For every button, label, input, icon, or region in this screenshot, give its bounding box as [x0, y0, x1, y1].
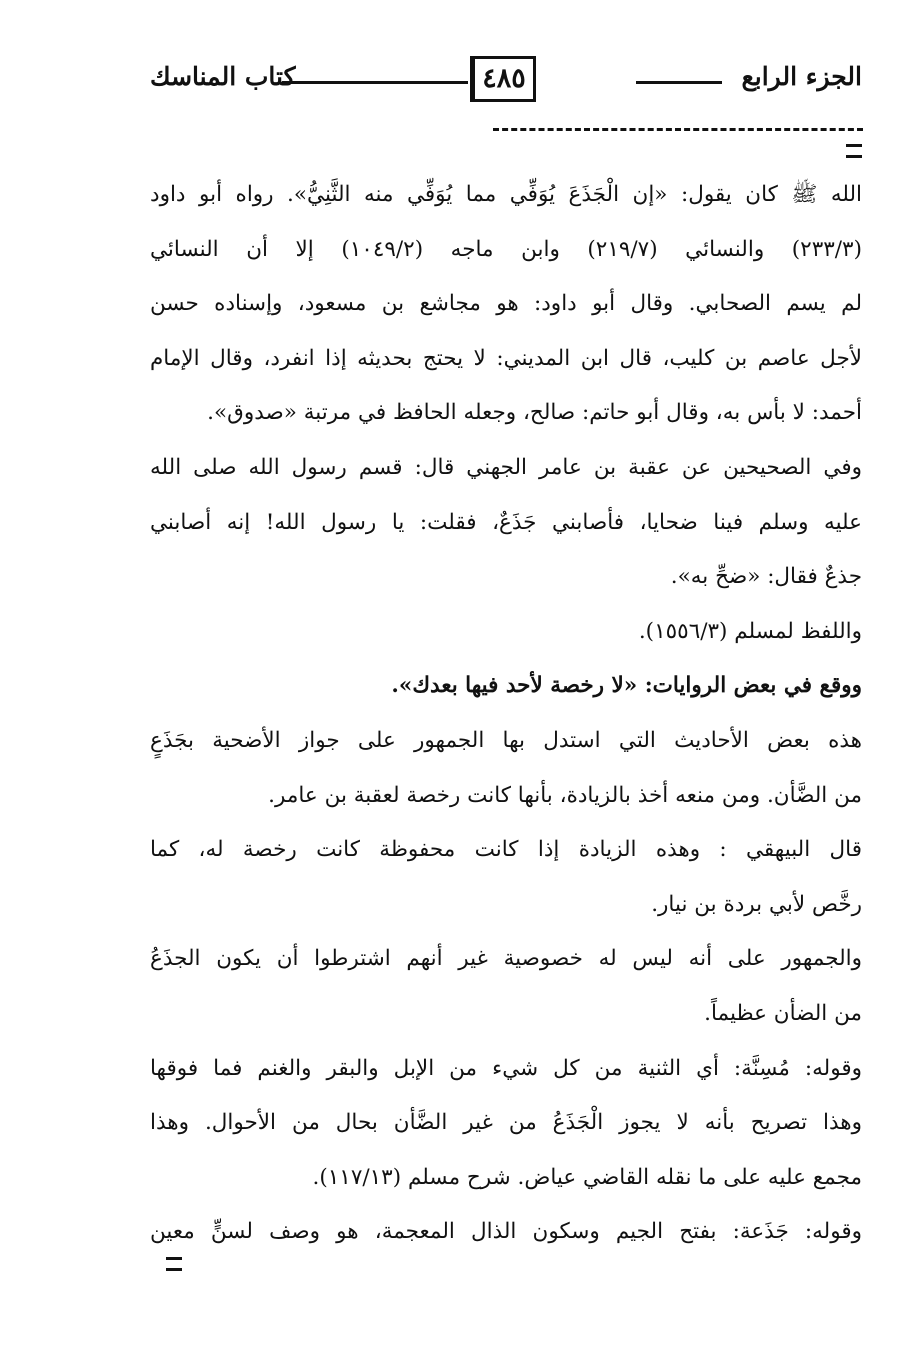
continuation-mark-bottom [166, 1257, 182, 1271]
text-line: ووقع في بعض الروايات: «لا رخصة لأحد فيها بعدك». [391, 673, 862, 699]
text-line: الله ﷺ كان يقول: «إن الْجَذَعَ يُوَفِّي مما يُوَفِّي منه الثَّنِيُّ». رواه أبو داود [150, 182, 862, 207]
text-line: لم يسم الصحابي. وقال أبو داود: هو مجاشع بن مسعود، وإسناده حسن [150, 291, 862, 317]
text-line: من الضأن عظيماً. [704, 1000, 862, 1026]
text-line: أحمد: لا بأس به، وقال أبو حاتم: صالح، وجعله الحافظ في مرتبة «صدوق». [207, 400, 862, 426]
page-number-box [472, 56, 536, 102]
text-line: واللفظ لمسلم (١٥٥٦/٣). [638, 618, 862, 644]
text-line: قال البيهقي : وهذه الزيادة إذا كانت محفوظة كانت رخصة له، كما [150, 837, 862, 863]
page-body [150, 168, 862, 1260]
text-line: جذعٌ فقال: «ضحِّ به». [670, 564, 862, 590]
continuation-mark-top [846, 144, 862, 158]
page-number: ٤٨٥ [482, 63, 526, 94]
text-line: وفي الصحيحين عن عقبة بن عامر الجهني قال: قسم رسول الله صلى الله [150, 454, 862, 480]
text-line: وقوله: مُسِنَّة: أي الثنية من كل شيء من الإبل والبقر والغنم فما فوقها [150, 1055, 862, 1081]
text-line: من الضَّأن. ومن منعه أخذ بالزيادة، بأنها كانت رخصة لعقبة بن عامر. [268, 782, 862, 808]
text-line: هذه بعض الأحاديث التي استدل بها الجمهور على جواز الأضحية بجَذَعٍ [150, 727, 862, 753]
text-line: عليه وسلم فينا ضحايا، فأصابني جَذَعٌ، فقلت: يا رسول الله! إنه أصابني [150, 509, 862, 535]
text-line: وقوله: جَذَعة: بفتح الجيم وسكون الذال المعجمة، هو وصف لسنٍّ معين [150, 1219, 862, 1245]
text-line: رخَّص لأبي بردة بن نيار. [651, 891, 862, 917]
volume-label: الجزء الرابع [741, 62, 862, 91]
book-title: كتاب المناسك [150, 62, 296, 91]
page-header [150, 52, 862, 102]
dashed-separator [493, 128, 863, 131]
header-rule-right [636, 81, 722, 84]
text-line: وهذا تصريح بأنه لا يجوز الْجَذَعُ من غير الضَّأن بحال من الأحوال. وهذا [150, 1110, 862, 1136]
header-rule-left [282, 81, 468, 84]
text-line: لأجل عاصم بن كليب، قال ابن المديني: لا يحتج بحديثه إذا انفرد، وقال الإمام [150, 345, 862, 371]
text-line: (٢٣٣/٣) والنسائي (٢١٩/٧) وابن ماجه (١٠٤٩/٢) إلا أن النسائي [150, 236, 862, 262]
text-line: مجمع عليه على ما نقله القاضي عياض. شرح مسلم (١١٧/١٣). [312, 1164, 862, 1190]
text-line: والجمهور على أنه ليس له خصوصية غير أنهم اشترطوا أن يكون الجذَعُ [150, 946, 862, 972]
